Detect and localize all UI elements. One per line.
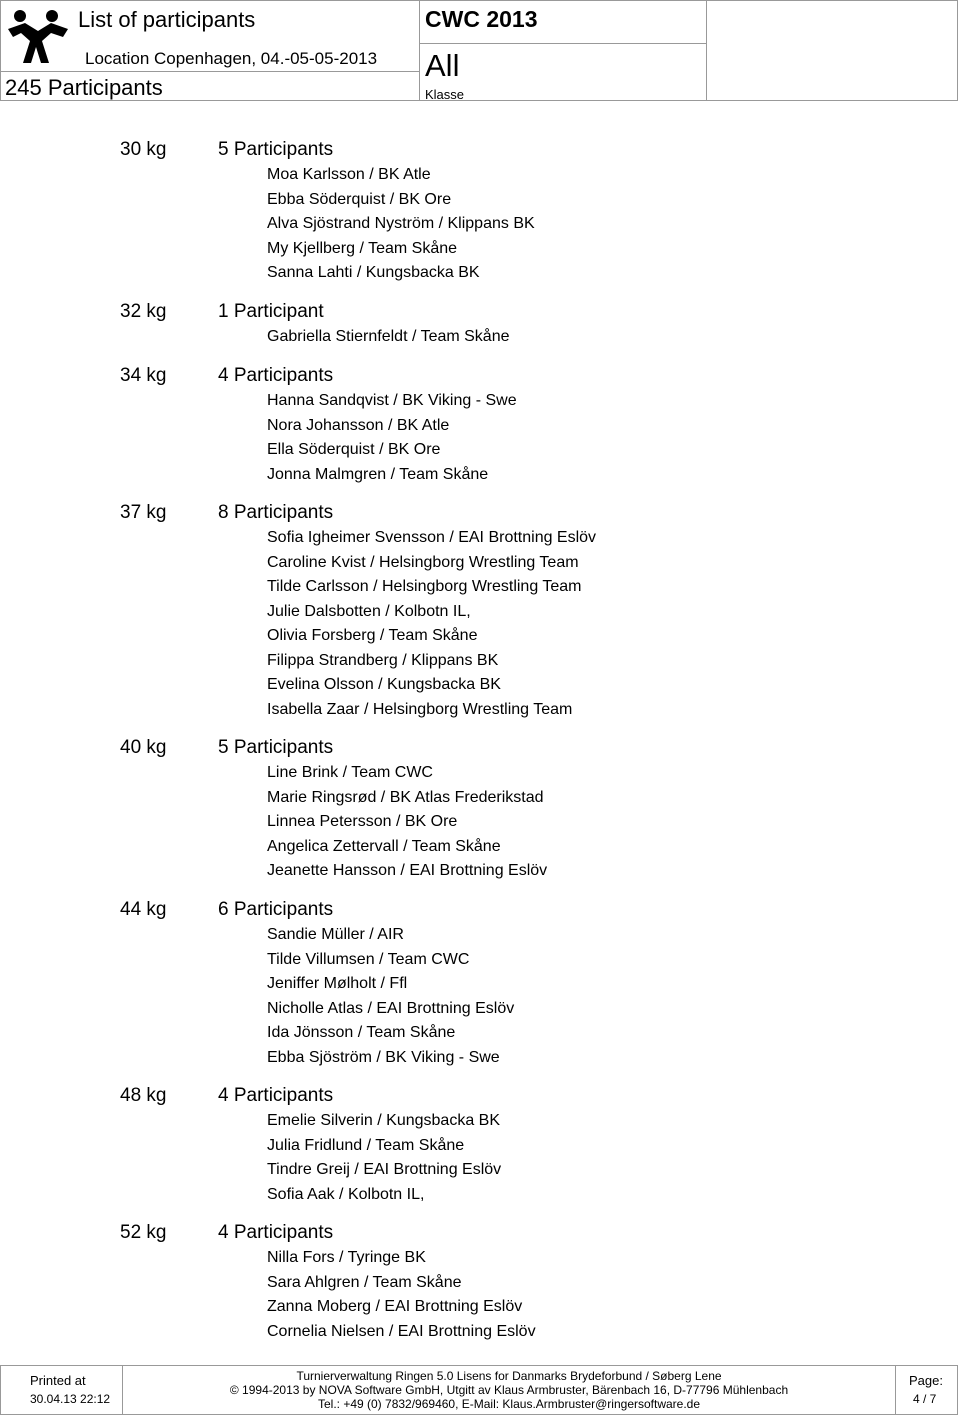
wrestlers-logo-icon — [5, 7, 71, 67]
page-title: List of participants — [78, 7, 256, 32]
participant-entry: Line Brink / Team CWC — [267, 764, 433, 781]
participant-entry: Marie Ringsrød / BK Atlas Frederikstad — [267, 788, 544, 806]
participant-entry: Sara Ahlgren / Team Skåne — [267, 1273, 462, 1291]
header-divider — [419, 1, 420, 101]
participant-entry: Cornelia Nielsen / EAI Brottning Eslöv — [267, 1322, 536, 1340]
participant-entry: Jonna Malmgren / Team Skåne — [267, 465, 489, 483]
software-line: © 1994-2013 by NOVA Software GmbH, Utgitt av Klaus Armbruster, Bärenbach 16, D-77796 Mühlenbach — [229, 1383, 789, 1397]
weight-class: 48 kg — [120, 1085, 167, 1106]
header-divider — [1, 71, 419, 72]
weight-class: 34 kg — [120, 365, 167, 386]
participant-entry: Nicholle Atlas / EAI Brottning Eslöv — [267, 999, 515, 1017]
participant-entry: Nora Johansson / BK Atle — [267, 416, 450, 434]
weight-class: 44 kg — [120, 899, 167, 920]
page-number: 4 / 7 — [913, 1392, 937, 1406]
participant-entry: Ebba Sjöström / BK Viking - Swe — [267, 1048, 500, 1066]
participant-entry: Olivia Forsberg / Team Skåne — [267, 627, 478, 644]
participant-list — [267, 389, 517, 487]
printed-at-value: 30.04.13 22:12 — [30, 1392, 111, 1406]
participant-list — [267, 163, 535, 286]
footer-divider — [895, 1366, 896, 1414]
page-header — [0, 0, 958, 101]
participant-count: 4 Participants — [218, 1085, 334, 1106]
participant-entry: Alva Sjöstrand Nyström / Klippans BK — [267, 215, 535, 232]
weight-class: 40 kg — [120, 737, 167, 758]
participant-entry: Angelica Zettervall / Team Skåne — [267, 837, 501, 855]
participant-count: 6 Participants — [218, 899, 334, 920]
participant-entry: Tindre Greij / EAI Brottning Eslöv — [267, 1161, 502, 1178]
participant-count: 4 Participants — [218, 365, 334, 386]
weight-class: 52 kg — [120, 1222, 167, 1243]
participant-entry: Jeniffer Mølholt / Ffl — [267, 975, 408, 992]
weight-class: 37 kg — [120, 502, 167, 523]
participant-count: 5 Participants — [218, 737, 334, 758]
participant-list — [267, 1246, 536, 1344]
participant-entry: Caroline Kvist / Helsingborg Wrestling Team — [267, 553, 579, 571]
class-value: All — [425, 48, 460, 83]
participant-entry: Linnea Petersson / BK Ore — [267, 813, 458, 830]
participant-list — [267, 1109, 501, 1207]
participant-entry: Ebba Söderquist / BK Ore — [267, 190, 452, 208]
participant-count: 5 Participants — [218, 139, 334, 160]
participant-entry: Evelina Olsson / Kungsbacka BK — [267, 676, 501, 693]
class-label: Klasse — [425, 87, 465, 102]
participant-entry: Ida Jönsson / Team Skåne — [267, 1024, 456, 1041]
participants-total: 245 Participants — [5, 75, 163, 100]
participant-entry: Emelie Silverin / Kungsbacka BK — [267, 1112, 500, 1129]
printed-at-label: Printed at — [30, 1373, 86, 1388]
participant-entry: Zanna Moberg / EAI Brottning Eslöv — [267, 1298, 523, 1315]
software-line: Turnierverwaltung Ringen 5.0 Lisens for Danmarks Brydeforbund / Søberg Lene — [296, 1369, 722, 1383]
participant-entry: Tilde Carlsson / Helsingborg Wrestling Team — [267, 578, 582, 595]
participant-entry: Sandie Müller / AIR — [267, 926, 404, 943]
participant-entry: Gabriella Stiernfeldt / Team Skåne — [267, 328, 510, 345]
participant-entry: Sofia Aak / Kolbotn IL, — [267, 1185, 425, 1203]
participant-entry: Sanna Lahti / Kungsbacka BK — [267, 264, 480, 281]
participant-entry: Nilla Fors / Tyringe BK — [267, 1249, 426, 1266]
participant-list — [267, 761, 547, 884]
event-name: CWC 2013 — [425, 6, 538, 32]
participant-count: 1 Participant — [218, 301, 324, 322]
participant-list — [267, 325, 510, 350]
participant-entry: Ella Söderquist / BK Ore — [267, 441, 441, 458]
software-line: Tel.: +49 (0) 7832/969460, E-Mail: Klaus.Armbruster@ringersoftware.de — [317, 1397, 701, 1411]
header-divider — [706, 1, 707, 101]
page-footer — [0, 1365, 958, 1415]
participant-entry: Julia Fridlund / Team Skåne — [267, 1136, 465, 1154]
participant-entry: Jeanette Hansson / EAI Brottning Eslöv — [267, 862, 548, 879]
participant-entry: Filippa Strandberg / Klippans BK — [267, 651, 499, 669]
participant-count: 8 Participants — [218, 502, 334, 523]
participant-entry: Sofia Igheimer Svensson / EAI Brottning Eslöv — [267, 529, 597, 546]
weight-class: 30 kg — [120, 139, 167, 160]
page-label: Page: — [909, 1373, 943, 1388]
participant-entry: My Kjellberg / Team Skåne — [267, 239, 458, 257]
participant-list — [267, 923, 514, 1070]
participant-list — [267, 526, 596, 722]
participant-count: 4 Participants — [218, 1222, 334, 1243]
header-divider — [419, 43, 706, 44]
weight-class: 32 kg — [120, 301, 167, 322]
participant-entry: Hanna Sandqvist / BK Viking - Swe — [267, 392, 517, 409]
participant-entry: Moa Karlsson / BK Atle — [267, 166, 431, 183]
participant-entry: Julie Dalsbotten / Kolbotn IL, — [267, 602, 471, 620]
location-text: Location Copenhagen, 04.-05-05-2013 — [85, 49, 378, 68]
participant-entry: Tilde Villumsen / Team CWC — [267, 950, 470, 968]
participant-entry: Isabella Zaar / Helsingborg Wrestling Team — [267, 700, 573, 718]
